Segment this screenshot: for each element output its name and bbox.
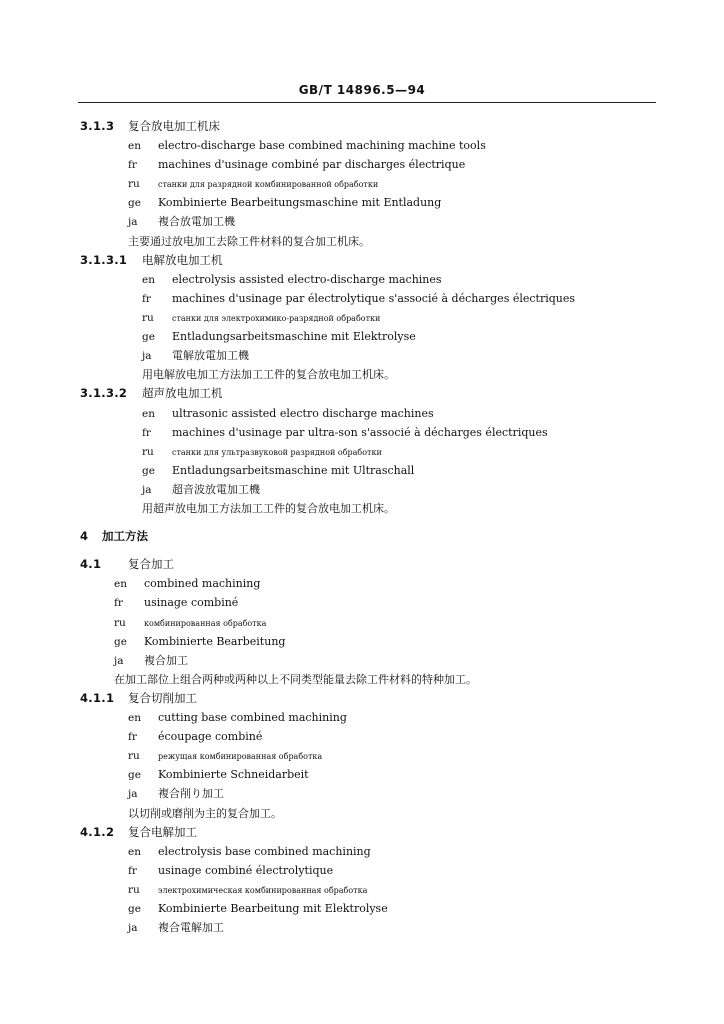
term-line: [128, 135, 486, 153]
language-code: fr: [114, 597, 123, 609]
clause-number: 4.1: [80, 557, 102, 571]
term-line: [128, 192, 441, 210]
language-code: ru: [128, 750, 140, 762]
language-code: en: [114, 578, 127, 590]
term-ge: Entladungsarbeitsmaschine mit Elektrolyse: [172, 330, 416, 343]
language-code: ge: [142, 331, 155, 343]
chinese-term: 复合加工: [128, 557, 174, 571]
term-line: [142, 422, 548, 440]
term-line: [128, 764, 309, 782]
language-code: ge: [142, 465, 155, 477]
language-code: ja: [142, 484, 152, 496]
term-line: [128, 726, 262, 744]
term-ja: 複合放電加工機: [158, 215, 235, 228]
clause-number: 3.1.3.2: [80, 386, 128, 400]
chinese-term: 复合放电加工机床: [128, 119, 220, 133]
definition-text: 用电解放电加工方法加工工件的复合放电加工机床。: [142, 368, 395, 381]
language-code: en: [142, 408, 155, 420]
term-heading: [80, 554, 174, 572]
term-ja: 複合削り加工: [158, 787, 224, 800]
term-en: electro-discharge base combined machining machine tools: [158, 139, 486, 152]
term-ru: комбинированная обработка: [144, 619, 267, 628]
term-heading: [80, 116, 220, 134]
term-line: [114, 612, 266, 630]
term-line: [142, 269, 442, 287]
term-fr: usinage combiné électrolytique: [158, 864, 334, 877]
term-line: [128, 917, 224, 935]
term-ja: 複合電解加工: [158, 921, 224, 934]
chinese-term: 复合切削加工: [128, 691, 197, 705]
clause-number: 3.1.3.1: [80, 253, 128, 267]
term-line: [128, 707, 347, 725]
term-line: [142, 403, 434, 421]
term-fr: usinage combiné: [144, 596, 239, 609]
language-code: en: [128, 846, 141, 858]
term-line: [114, 631, 285, 649]
definition-line: [142, 364, 395, 382]
term-line: [142, 345, 249, 363]
language-code: fr: [128, 731, 137, 743]
language-code: ja: [128, 922, 138, 934]
term-heading: [80, 822, 197, 840]
term-line: [114, 573, 260, 591]
term-ja: 複合加工: [144, 654, 188, 667]
term-ru: станки для ультразвуковой разрядной обработки: [172, 448, 382, 457]
language-code: ja: [114, 655, 124, 667]
term-line: [128, 860, 333, 878]
term-ge: Kombinierte Bearbeitung mit Elektrolyse: [158, 902, 388, 915]
term-en: combined machining: [144, 577, 261, 590]
clause-number: 4.1.2: [80, 825, 115, 839]
term-heading: [80, 250, 223, 268]
term-en: ultrasonic assisted electro discharge machines: [172, 407, 434, 420]
language-code: ru: [142, 446, 154, 458]
language-code: en: [128, 712, 141, 724]
term-ru: станки для электрохимико-разрядной обработки: [172, 314, 381, 323]
term-line: [114, 592, 238, 610]
clause-number: 4: [80, 529, 89, 543]
term-en: cutting base combined machining: [158, 711, 347, 724]
clause-number: 3.1.3: [80, 119, 115, 133]
term-ge: Kombinierte Bearbeitung: [144, 635, 286, 648]
definition-text: 以切削或磨削为主的复合加工。: [128, 807, 282, 820]
language-code: ja: [142, 350, 152, 362]
language-code: fr: [128, 865, 137, 877]
language-code: fr: [128, 159, 137, 171]
term-line: [128, 898, 388, 916]
language-code: fr: [142, 293, 151, 305]
definition-line: [128, 803, 282, 821]
chinese-term: 电解放电加工机: [142, 253, 223, 267]
language-code: ru: [142, 312, 154, 324]
term-line: [142, 326, 416, 344]
term-line: [142, 288, 575, 306]
term-fr: machines d'usinage combiné par discharges électrique: [158, 158, 466, 171]
definition-text: 主要通过放电加工去除工件材料的复合加工机床。: [128, 235, 370, 248]
term-ru: станки для разрядной комбинированной обработки: [158, 180, 379, 189]
language-code: ge: [128, 769, 141, 781]
term-line: [128, 879, 367, 897]
definition-line: [142, 498, 395, 516]
term-ge: Kombinierte Schneidarbeit: [158, 768, 309, 781]
language-code: ru: [114, 617, 126, 629]
term-ru: режущая комбинированная обработка: [158, 752, 323, 761]
term-en: electrolysis base combined machining: [158, 845, 371, 858]
term-line: [142, 460, 414, 478]
term-line: [128, 154, 465, 172]
language-code: fr: [142, 427, 151, 439]
language-code: ja: [128, 788, 138, 800]
term-ge: Entladungsarbeitsmaschine mit Ultraschall: [172, 464, 415, 477]
term-line: [128, 173, 378, 191]
term-line: [114, 650, 188, 668]
language-code: ru: [128, 178, 140, 190]
term-line: [142, 479, 260, 497]
language-code: ge: [114, 636, 127, 648]
language-code: en: [142, 274, 155, 286]
term-heading: [80, 383, 223, 401]
language-code: en: [128, 140, 141, 152]
term-line: [128, 211, 235, 229]
language-code: ja: [128, 216, 138, 228]
term-line: [128, 745, 322, 763]
term-line: [142, 441, 382, 459]
term-line: [128, 783, 224, 801]
term-ge: Kombinierte Bearbeitungsmaschine mit Entladung: [158, 196, 442, 209]
definition-text: 在加工部位上组合两种或两种以上不同类型能量去除工件材料的特种加工。: [114, 673, 477, 686]
term-fr: machines d'usinage par électrolytique s'associé à décharges électriques: [172, 292, 576, 305]
term-ru: электрохимическая комбинированная обработка: [158, 886, 368, 895]
term-heading: [80, 688, 197, 706]
clause-number: 4.1.1: [80, 691, 115, 705]
term-ja: 電解放電加工機: [172, 349, 249, 362]
chinese-term: 超声放电加工机: [142, 386, 223, 400]
term-heading: [80, 526, 148, 544]
term-fr: écoupage combiné: [158, 730, 263, 743]
definition-line: [114, 669, 477, 687]
definition-line: [128, 231, 370, 249]
language-code: ge: [128, 197, 141, 209]
term-fr: machines d'usinage par ultra-son s'associé à décharges électriques: [172, 426, 548, 439]
language-code: ru: [128, 884, 140, 896]
language-code: ge: [128, 903, 141, 915]
standard-code: GB/T 14896.5—94: [298, 83, 426, 97]
term-line: [142, 307, 380, 325]
chinese-term: 加工方法: [102, 529, 148, 543]
definition-text: 用超声放电加工方法加工工件的复合放电加工机床。: [142, 502, 395, 515]
term-ja: 超音波放電加工機: [172, 483, 260, 496]
term-en: electrolysis assisted electro-discharge machines: [172, 273, 442, 286]
term-line: [128, 841, 371, 859]
chinese-term: 复合电解加工: [128, 825, 197, 839]
